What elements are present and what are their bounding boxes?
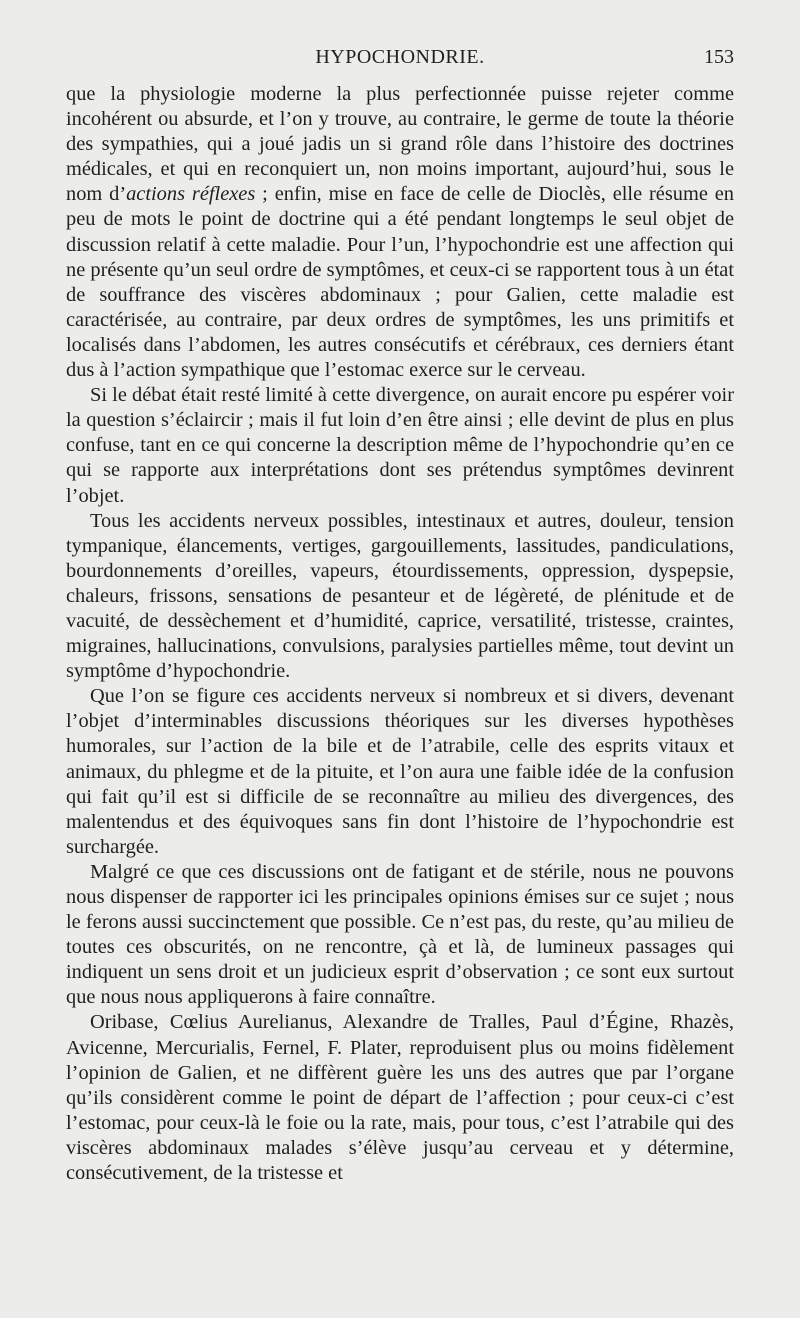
running-title: HYPOCHONDRIE. — [315, 46, 485, 68]
page-number: 153 — [704, 46, 734, 68]
paragraph-6: Oribase, Cœlius Aurelianus, Alexandre de Tralles, Paul d’Égine, Rhazès, Avicenne, Mercurialis, Fernel, F. Plater, reproduisent plus ou moins fidèlement l’opinion de Galien, et ne diffèrent guère les uns des autres que par l’organe qu’ils considèrent comme le point de départ de l’affection ; pour ceux-ci c’est l’estomac, pour ceux-là le foie ou la rate, mais, pour tous, c’est l’atrabile qui des viscères abdominaux malades s’élève jusqu’au cerveau et y détermine, consécutivement, de la tristesse et — [66, 1011, 734, 1185]
paragraph-2: Si le débat était resté limité à cette divergence, on aurait encore pu espérer voir la question s’éclaircir ; mais il fut loin d’en être ainsi ; elle devint de plus en plus confuse, tant en ce qui concerne la description même de l’hypochondrie qu’en ce qui se rapporte aux interprétations dont ses prétendus symptômes devinrent l’objet. — [66, 384, 734, 507]
italic-term: actions réflexes — [126, 183, 256, 206]
page-header — [66, 46, 734, 76]
paragraph-3: Tous les accidents nerveux possibles, intestinaux et autres, douleur, tension tympanique, élancements, vertiges, gargouillements, lassitudes, pandiculations, bourdonnements d’oreilles, vapeurs, étourdissements, oppression, dyspepsie, chaleurs, frissons, sensations de pesanteur et de légèreté, de plénitude et de vacuité, de dessèchement et d’humidité, caprice, versatilité, tristesse, craintes, migraines, hallucinations, convulsions, paralysies partielles même, tout devint un symptôme d’hypochondrie. — [66, 509, 734, 683]
paragraph-5: Malgré ce que ces discussions ont de fatigant et de stérile, nous ne pouvons nous dispenser de rapporter ici les principales opinions émises sur ce sujet ; nous le ferons aussi succinctement que possible. Ce n’est pas, du reste, qu’au milieu de toutes ces obscurités, on ne rencontre, çà et là, de lumineux passages qui indiquent un sens droit et un judicieux esprit d’observation ; ce sont eux surtout que nous nous appliquerons à faire connaître. — [66, 860, 734, 1009]
body-text — [66, 82, 734, 1186]
paragraph-4: Que l’on se figure ces accidents nerveux si nombreux et si divers, devenant l’objet d’interminables discussions théoriques sur les diverses hypothèses humorales, sur l’action de la bile et de l’atrabile, celle des esprits vitaux et animaux, du phlegme et de la pituite, et l’on aura une faible idée de la confusion qui fait qu’il est si difficile de se reconnaître au milieu des divergences, des malentendus et des équivoques sans fin dont l’histoire de l’hypochondrie est surchargée. — [66, 685, 734, 858]
paragraph-1: que la physiologie moderne la plus perfectionnée puisse rejeter comme incohérent ou absurde, et l’on y trouve, au contraire, le germe de toute la théorie des sympathies, qui a joué jadis un si grand rôle dans l’histoire des doctrines médicales, et qui en reconquiert un, non moins important, aujourd’hui, sous le nom d’actions réflexes ; enfin, mise en face de celle de Dioclès, elle résume en peu de mots le point de doctrine qui a été pendant longtemps le seul objet de discussion relatif à cette maladie. Pour l’un, l’hypochondrie est une affection qui ne présente qu’un seul ordre de symptômes, et ceux-ci se rapportent tous à un état de souffrance des viscères abdominaux ; pour Galien, cette maladie est caractérisée, au contraire, par deux ordres de symptômes, les uns primitifs et localisés dans l’abdomen, les autres consécutifs et cérébraux, ces derniers étant dus à l’action sympathique que l’estomac exerce sur le cerveau. — [66, 83, 734, 382]
